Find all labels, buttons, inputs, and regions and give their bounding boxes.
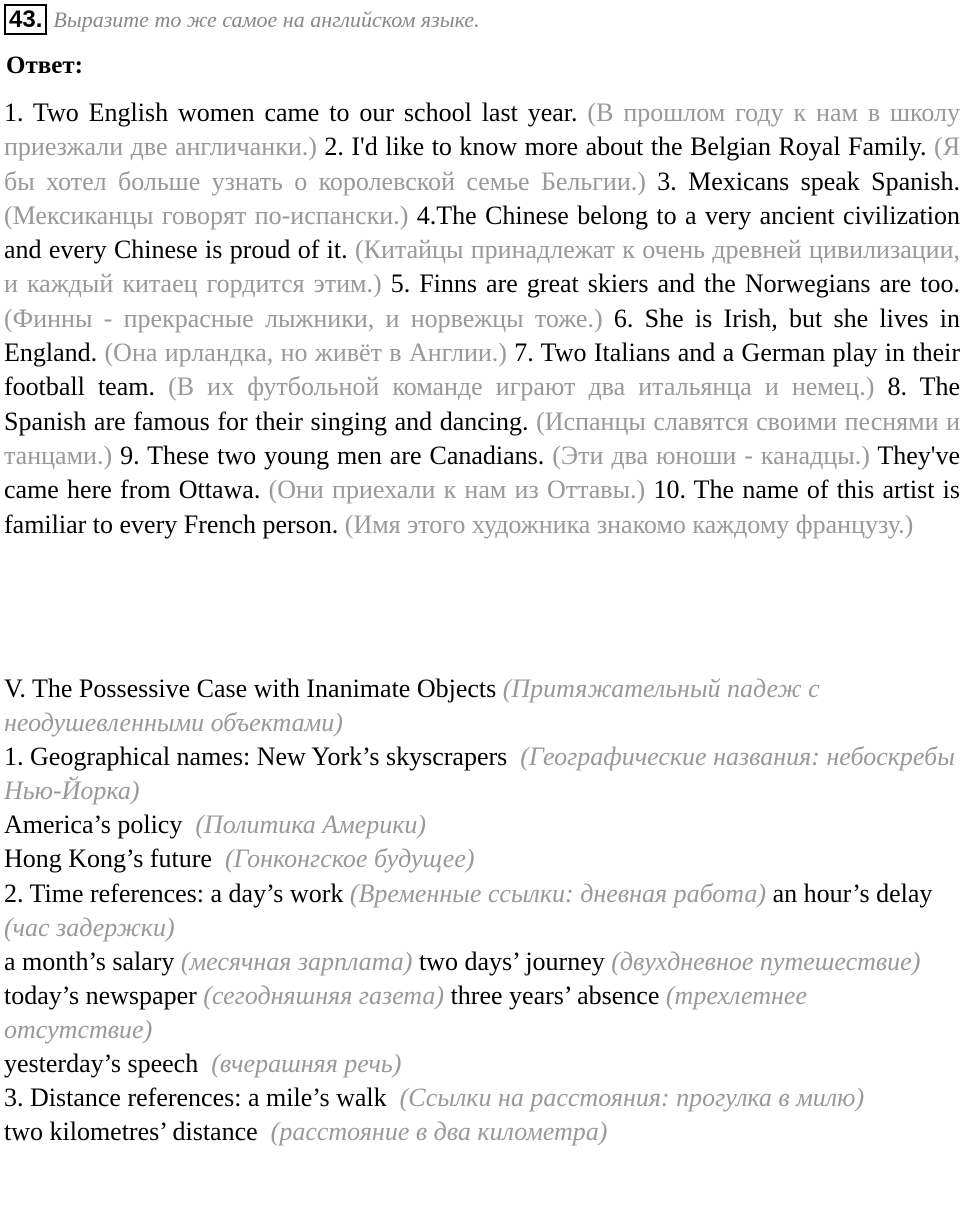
example-ru: (трехлетнее отсутствие) — [4, 980, 807, 1044]
answer-ru-7: (В их футбольной команде играют два итальянца и немец.) — [168, 372, 875, 402]
answer-en-6: 6. She is Irish, but she lives in England. — [4, 303, 960, 368]
answer-ru-8: (Испанцы славятся своими песнями и танцами.) — [4, 406, 960, 470]
example-en: three years’ absence — [450, 980, 660, 1010]
example-ru: (расстояние в два километра) — [270, 1117, 608, 1147]
example-en: 1. Geographical names: New York’s skyscrapers — [4, 742, 508, 772]
example-ru: (Ссылки на расстояния: прогулка в милю) — [399, 1083, 865, 1113]
section-title: V. The Possessive Case with Inanimate Objects — [4, 674, 497, 703]
example-line — [4, 808, 960, 842]
answer-ru-9b: (Они приехали к нам из Оттавы.) — [268, 475, 646, 505]
example-ru: (Временные ссылки: дневная работа) — [349, 878, 767, 908]
example-ru: (Географические названия: небоскребы Нью-Йорка) — [4, 742, 955, 806]
answer-ru-4: (Китайцы принадлежат к очень древней цивилизации, и каждый китаец гордится этим.) — [4, 235, 960, 299]
example-line — [4, 1047, 960, 1081]
answer-en-2: 2. I'd like to know more about the Belgian Royal Family. — [324, 132, 927, 162]
answer-en-9b: They've came here from Ottawa. — [4, 440, 960, 505]
example-en: 3. Distance references: a mile’s walk — [4, 1083, 387, 1113]
exercise-instruction: Выразите то же самое на английском языке. — [53, 6, 480, 32]
example-line — [4, 979, 960, 1047]
example-en: today’s newspaper — [4, 980, 197, 1010]
section-title-line — [4, 672, 960, 740]
example-en: America’s policy — [4, 810, 183, 840]
answer-en-1: 1. Two English women came to our school last year. — [4, 98, 578, 127]
example-en: an hour’s delay — [772, 878, 933, 908]
example-line — [4, 945, 960, 979]
example-en: two days’ journey — [418, 946, 605, 976]
answer-en-4: 4.The Chinese belong to a very ancient civilization and every Chinese is proud of it. — [4, 200, 960, 265]
example-line — [4, 740, 960, 808]
example-en: two kilometres’ distance — [4, 1117, 258, 1147]
answer-paragraph — [4, 96, 960, 542]
answer-ru-10: (Имя этого художника знакомо каждому французу.) — [344, 509, 914, 539]
example-line — [4, 1081, 960, 1115]
answer-en-5: 5. Finns are great skiers and the Norwegians are too. — [390, 269, 960, 299]
answer-en-9: 9. These two young men are Canadians. — [120, 440, 545, 470]
example-en: 2. Time references: a day’s work — [4, 878, 344, 908]
example-line — [4, 842, 960, 876]
answer-ru-9: (Эти два юноши - канадцы.) — [552, 440, 870, 470]
example-en: yesterday’s speech — [4, 1049, 199, 1079]
answer-label: Ответ: — [6, 52, 83, 79]
example-line — [4, 877, 960, 945]
example-ru: (вчерашняя речь) — [211, 1049, 402, 1079]
answer-ru-1: (В прошлом году к нам в школу приезжали две англичанки.) — [4, 98, 960, 162]
answer-ru-3: (Мексиканцы говорят по-испански.) — [4, 200, 409, 230]
exercise-number: 43. — [4, 4, 47, 35]
example-ru: (Гонконгское будущее) — [224, 844, 475, 874]
answer-ru-6: (Она ирландка, но живёт в Англии.) — [104, 338, 507, 368]
example-en: a month’s salary — [4, 946, 175, 976]
answer-en-10: 10. The name of this artist is familiar to every French person. — [4, 475, 960, 539]
answer-en-3: 3. Mexicans speak Spanish. — [657, 166, 960, 196]
example-ru: (Политика Америки) — [195, 810, 427, 840]
example-en: Hong Kong’s future — [4, 844, 212, 874]
example-line — [4, 1115, 960, 1149]
answer-en-7: 7. Two Italians and a German play in their football team. — [4, 338, 960, 402]
answer-en-8: 8. The Spanish are famous for their singing and dancing. — [4, 372, 960, 436]
example-ru: (час задержки) — [4, 912, 175, 942]
answer-ru-5: (Финны - прекрасные лыжники, и норвежцы тоже.) — [4, 303, 603, 333]
example-ru: (месячная зарплата) — [180, 946, 413, 976]
section-title-ru: (Притяжательный падеж с неодушевленными объектами) — [4, 674, 820, 738]
section-possessive-case — [4, 672, 960, 1149]
answer-ru-2: (Я бы хотел больше узнать о королевской семье Бельгии.) — [4, 132, 960, 196]
exercise-header — [4, 4, 480, 35]
example-ru: (двухдневное путешествие) — [611, 946, 921, 976]
example-ru: (сегодняшняя газета) — [203, 980, 445, 1010]
